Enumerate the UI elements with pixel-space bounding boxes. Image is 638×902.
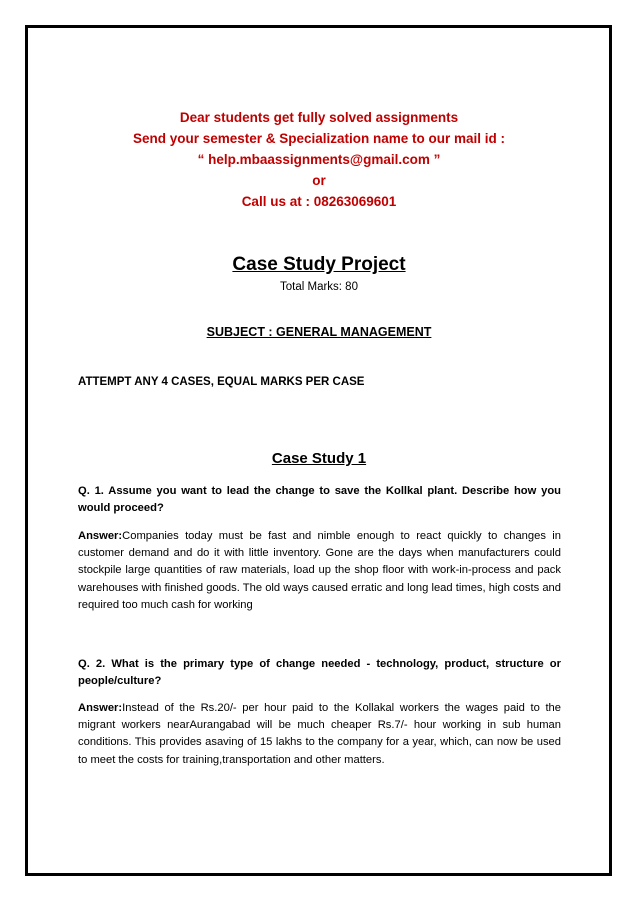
promo-line-1: Dear students get fully solved assignments [179,110,459,125]
answer-2-label: Answer: [78,702,123,714]
promo-email: “ help.mbaassignments@gmail.com ” [197,152,441,167]
case-study-title: Case Study 1 [271,450,367,467]
question-1: Q. 1. Assume you want to lead the change to save the Kollkal plant. Describe how you would proceed? [78,485,561,515]
question-2: Q. 2. What is the primary type of change needed - technology, product, structure or people/culture? [78,658,561,688]
answer-1-label: Answer: [78,530,123,542]
answer-1 [78,528,561,614]
answer-2 [78,700,561,769]
promo-phone: Call us at : 08263069601 [241,194,397,209]
answer-2-text: Instead of the Rs.20/- per hour paid to the Kollakal workers the wages paid to the migrant workers nearAurangabad will be much cheaper Rs.7/- hour working in sub human conditions. This provides asaving of 15 lakhs to the company for a year, which, can now be used to meet the costs for training,transportation and other matters. [78,702,561,766]
promo-line-2: Send your semester & Specialization name to our mail id : [132,131,506,146]
total-marks: Total Marks: 80 [280,281,358,293]
promo-or: or [312,173,326,188]
answer-1-text: Companies today must be fast and nimble enough to react quickly to changes in customer demand and do it with little inventory. Gone are the days when manufacturers could stockpile large quantities of raw materials, load up the shop floor with work-in-process and pack warehouses with finished goods. The old ways caused erratic and long lead times, high costs and required too much cash for working [78,530,561,611]
subject-heading: SUBJECT : GENERAL MANAGEMENT [206,325,432,339]
instruction-text: ATTEMPT ANY 4 CASES, EQUAL MARKS PER CASE [78,376,365,388]
promo-block [0,107,638,212]
document-title: Case Study Project [232,254,406,275]
